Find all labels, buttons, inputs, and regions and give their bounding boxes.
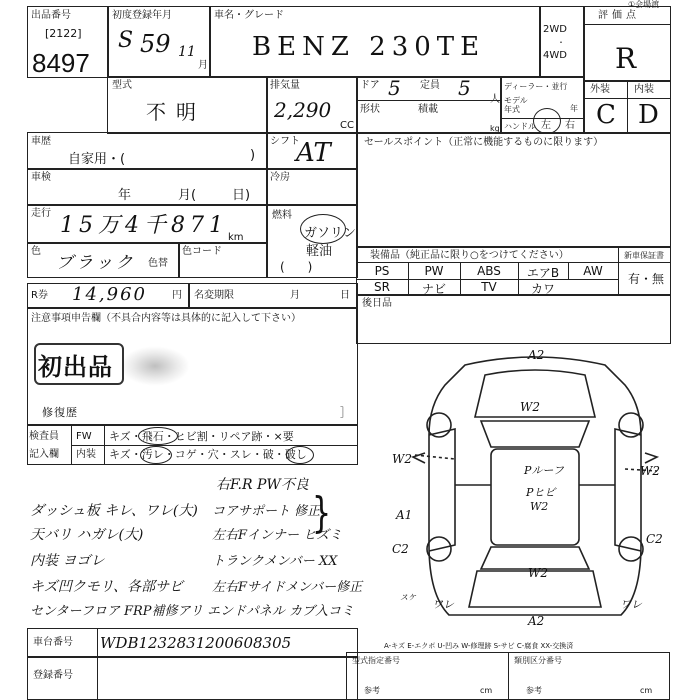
shape-label: 形状 [360, 104, 380, 115]
comment-4: 左右Fインナー ヒズミ [212, 528, 343, 543]
exterior-label: 外装 [590, 84, 610, 95]
interior-grade: D [638, 100, 659, 130]
lot-label: 出品番号 [31, 10, 71, 21]
first-reg-month: 11 [178, 44, 196, 60]
grade-label: 評価点 [598, 10, 640, 21]
inspection-day: 日) [232, 188, 251, 203]
lot-number: 8497 [32, 48, 90, 78]
door-label: ドア [360, 80, 380, 91]
loading-unit: kg [490, 124, 500, 133]
mark-hood: W2 [520, 400, 540, 414]
mark-right-c: C2 [646, 532, 663, 546]
meikai-label: 名変期限 [194, 290, 234, 301]
comment-7: キズ凹クモリ、各部サビ [30, 579, 184, 595]
after-install-label: 後日品 [362, 298, 392, 309]
model-year-label: モデル 年式 [504, 96, 528, 114]
mileage-unit: km [228, 232, 244, 243]
sales-point-box [356, 132, 671, 248]
door-value: 5 [388, 76, 401, 100]
recycle-value: 14,960 [72, 284, 147, 305]
exterior-grade: C [596, 100, 616, 130]
comment-5: 内装 ヨゴレ [30, 553, 105, 569]
lot-sub: [2122] [45, 27, 82, 40]
entry-label: 記入欄 [29, 449, 59, 460]
repair-close: ］ [340, 406, 351, 419]
mark-roof2: Pヒビ [526, 486, 556, 499]
drive-2wd: 2WD [543, 24, 567, 35]
type-designation-label: 型式指定番号 [352, 656, 400, 665]
inspection-label: 車検 [31, 172, 51, 183]
warranty-label: 新車保証書 [624, 251, 664, 260]
loading-label: 積載 [418, 104, 438, 115]
mark-left-c: C2 [392, 542, 409, 556]
notes-smudge [120, 346, 190, 386]
displacement-unit: CC [340, 120, 354, 131]
registration-label: 登録番号 [33, 670, 73, 681]
dealer-label: ディーラー・並行 [504, 82, 568, 91]
color-value: ブラック [56, 253, 136, 273]
cm-label-2: cm [640, 686, 653, 695]
equipment-item: カワ [530, 282, 555, 296]
comment-0: 右F.R PW不良 [216, 477, 309, 493]
color-code-label: 色コード [182, 246, 222, 257]
fuel-gasoline: ガソリン [304, 226, 357, 241]
fuel-label: 燃料 [272, 210, 292, 221]
equipment-item: SR [374, 280, 390, 294]
sales-point-label: セールスポイント（正常に機能するものに限ります） [364, 137, 604, 148]
chassis-value: WDB1232831200608305 [100, 634, 292, 652]
inspection-month: 月( [178, 188, 197, 203]
history-value: 自家用・( [68, 152, 126, 167]
mark-trunk: W2 [528, 566, 548, 580]
mark-right-front: W2 [640, 464, 660, 478]
interior-items: キズ・汚レ・コゲ・穴・スレ・破・破し [109, 448, 307, 461]
comment-9: センターフロア FRP補修アリ エンドパネル カブ入コミ [30, 604, 355, 619]
mark-front-top: A2 [528, 348, 545, 362]
fuel-diesel: 軽油 [306, 244, 333, 259]
comment-6: トランクメンバー XX [212, 554, 338, 569]
model-year-unit: 年 [570, 104, 578, 113]
recycle-label: R券 [31, 290, 48, 301]
warranty-value: 有・無 [628, 272, 665, 286]
shift-label: シフト [270, 136, 300, 147]
mark-left-bumper: ワレ [432, 598, 454, 611]
comment-2: コアサポート 修正 [212, 504, 321, 519]
fuel-paren: ( ) [280, 260, 313, 274]
first-reg-label: 初度登録年月 [112, 10, 172, 21]
equipment-item: PS [374, 264, 390, 278]
mark-roof3: W2 [530, 500, 549, 513]
top-fragment: ①会場渡 [628, 0, 660, 9]
fw-stone-circle [138, 427, 178, 445]
meikai-day: 日 [340, 290, 350, 301]
mark-rear-bottom: A2 [528, 614, 545, 628]
chassis-label: 車台番号 [33, 637, 73, 648]
comment-3: 天バリ ハガレ(大) [30, 527, 144, 543]
handle-right: 右 [565, 120, 575, 131]
first-reg-era: S [118, 28, 134, 53]
inspection-year: 年 [118, 188, 132, 203]
model-label: 型式 [112, 80, 132, 91]
interior-tear-circle [286, 446, 314, 464]
cm-label-1: cm [480, 686, 493, 695]
equipment-item: PW [424, 264, 444, 278]
color-label: 色 [31, 246, 41, 257]
meikai-month: 月 [290, 290, 300, 301]
displacement-value: 2,290 [274, 98, 332, 122]
handle-label: ハンドル [504, 122, 536, 131]
model-value: 不明 [146, 100, 206, 124]
repair-label: 修復歴 [42, 406, 78, 419]
legend: A-キズ E-エクボ U-凹み W-修理跡 S-サビ C-腐食 XX-交換済 [384, 642, 574, 650]
handle-left-circle [533, 108, 561, 134]
recycle-unit: 円 [172, 290, 182, 301]
interior-dirt-circle [140, 446, 172, 464]
mark-suke: スケ [400, 593, 416, 602]
cooler-label: 冷房 [270, 172, 290, 183]
equipment-item: AW [583, 264, 603, 278]
equipment-item: TV [481, 280, 497, 294]
interior-label: 内装 [634, 84, 654, 95]
equipment-item: ナビ [421, 282, 446, 296]
first-reg-year: 59 [140, 30, 171, 58]
registration-box [27, 656, 358, 700]
history-close: ) [250, 148, 256, 163]
inspector-label: 検査員 [29, 431, 59, 442]
mileage-label: 走行 [31, 208, 51, 219]
history-box [27, 132, 268, 170]
capacity-label: 定員 [420, 80, 440, 91]
comment-1: ダッシュ板 キレ、ワレ(大) [30, 503, 198, 519]
handle-left: 左 [541, 120, 551, 131]
drive-dot: ・ [557, 38, 565, 47]
color-change-label: 色替 [148, 258, 168, 269]
capacity-unit: 人 [490, 94, 500, 105]
notes-label: 注意事項申告欄（不具合内容等は具体的に記入して下さい） [31, 313, 301, 324]
fw-label: FW [76, 431, 92, 442]
equipment-item: エアB [526, 266, 560, 280]
notes-stamp: 初出品 [38, 353, 113, 381]
first-reg-month-unit: 月 [198, 60, 208, 71]
interior-row-label: 内装 [76, 449, 96, 460]
ref-label-1: 参考 [364, 686, 380, 695]
after-install-box [356, 294, 671, 344]
car-name-label: 車名・グレード [214, 10, 284, 21]
equipment-label: 装備品（純正品に限り○をつけてください） [370, 250, 569, 261]
displacement-label: 排気量 [270, 80, 300, 91]
shift-value: AT [296, 138, 331, 168]
fw-items: キズ・飛石・ヒビ割・リペア跡・×要 [109, 430, 294, 443]
comment-8: 左右Fサイドメンバー修正 [212, 580, 363, 595]
category-label: 類別区分番号 [514, 656, 562, 665]
mark-right-bumper: ワレ [620, 598, 642, 611]
history-label: 車歴 [31, 136, 51, 147]
capacity-value: 5 [458, 76, 471, 100]
mark-left-front: W2 [392, 452, 412, 466]
car-name: BENZ 230TE [252, 32, 486, 62]
comment-brace: } [312, 489, 332, 538]
grade-value: R [615, 42, 637, 75]
mark-roof1: Pルーフ [524, 464, 564, 477]
equipment-item: ABS [477, 264, 501, 278]
ref-label-2: 参考 [526, 686, 542, 695]
mileage-value: 15万4千871 [60, 213, 228, 238]
drive-4wd: 4WD [543, 50, 567, 61]
mark-left-a: A1 [396, 508, 413, 522]
